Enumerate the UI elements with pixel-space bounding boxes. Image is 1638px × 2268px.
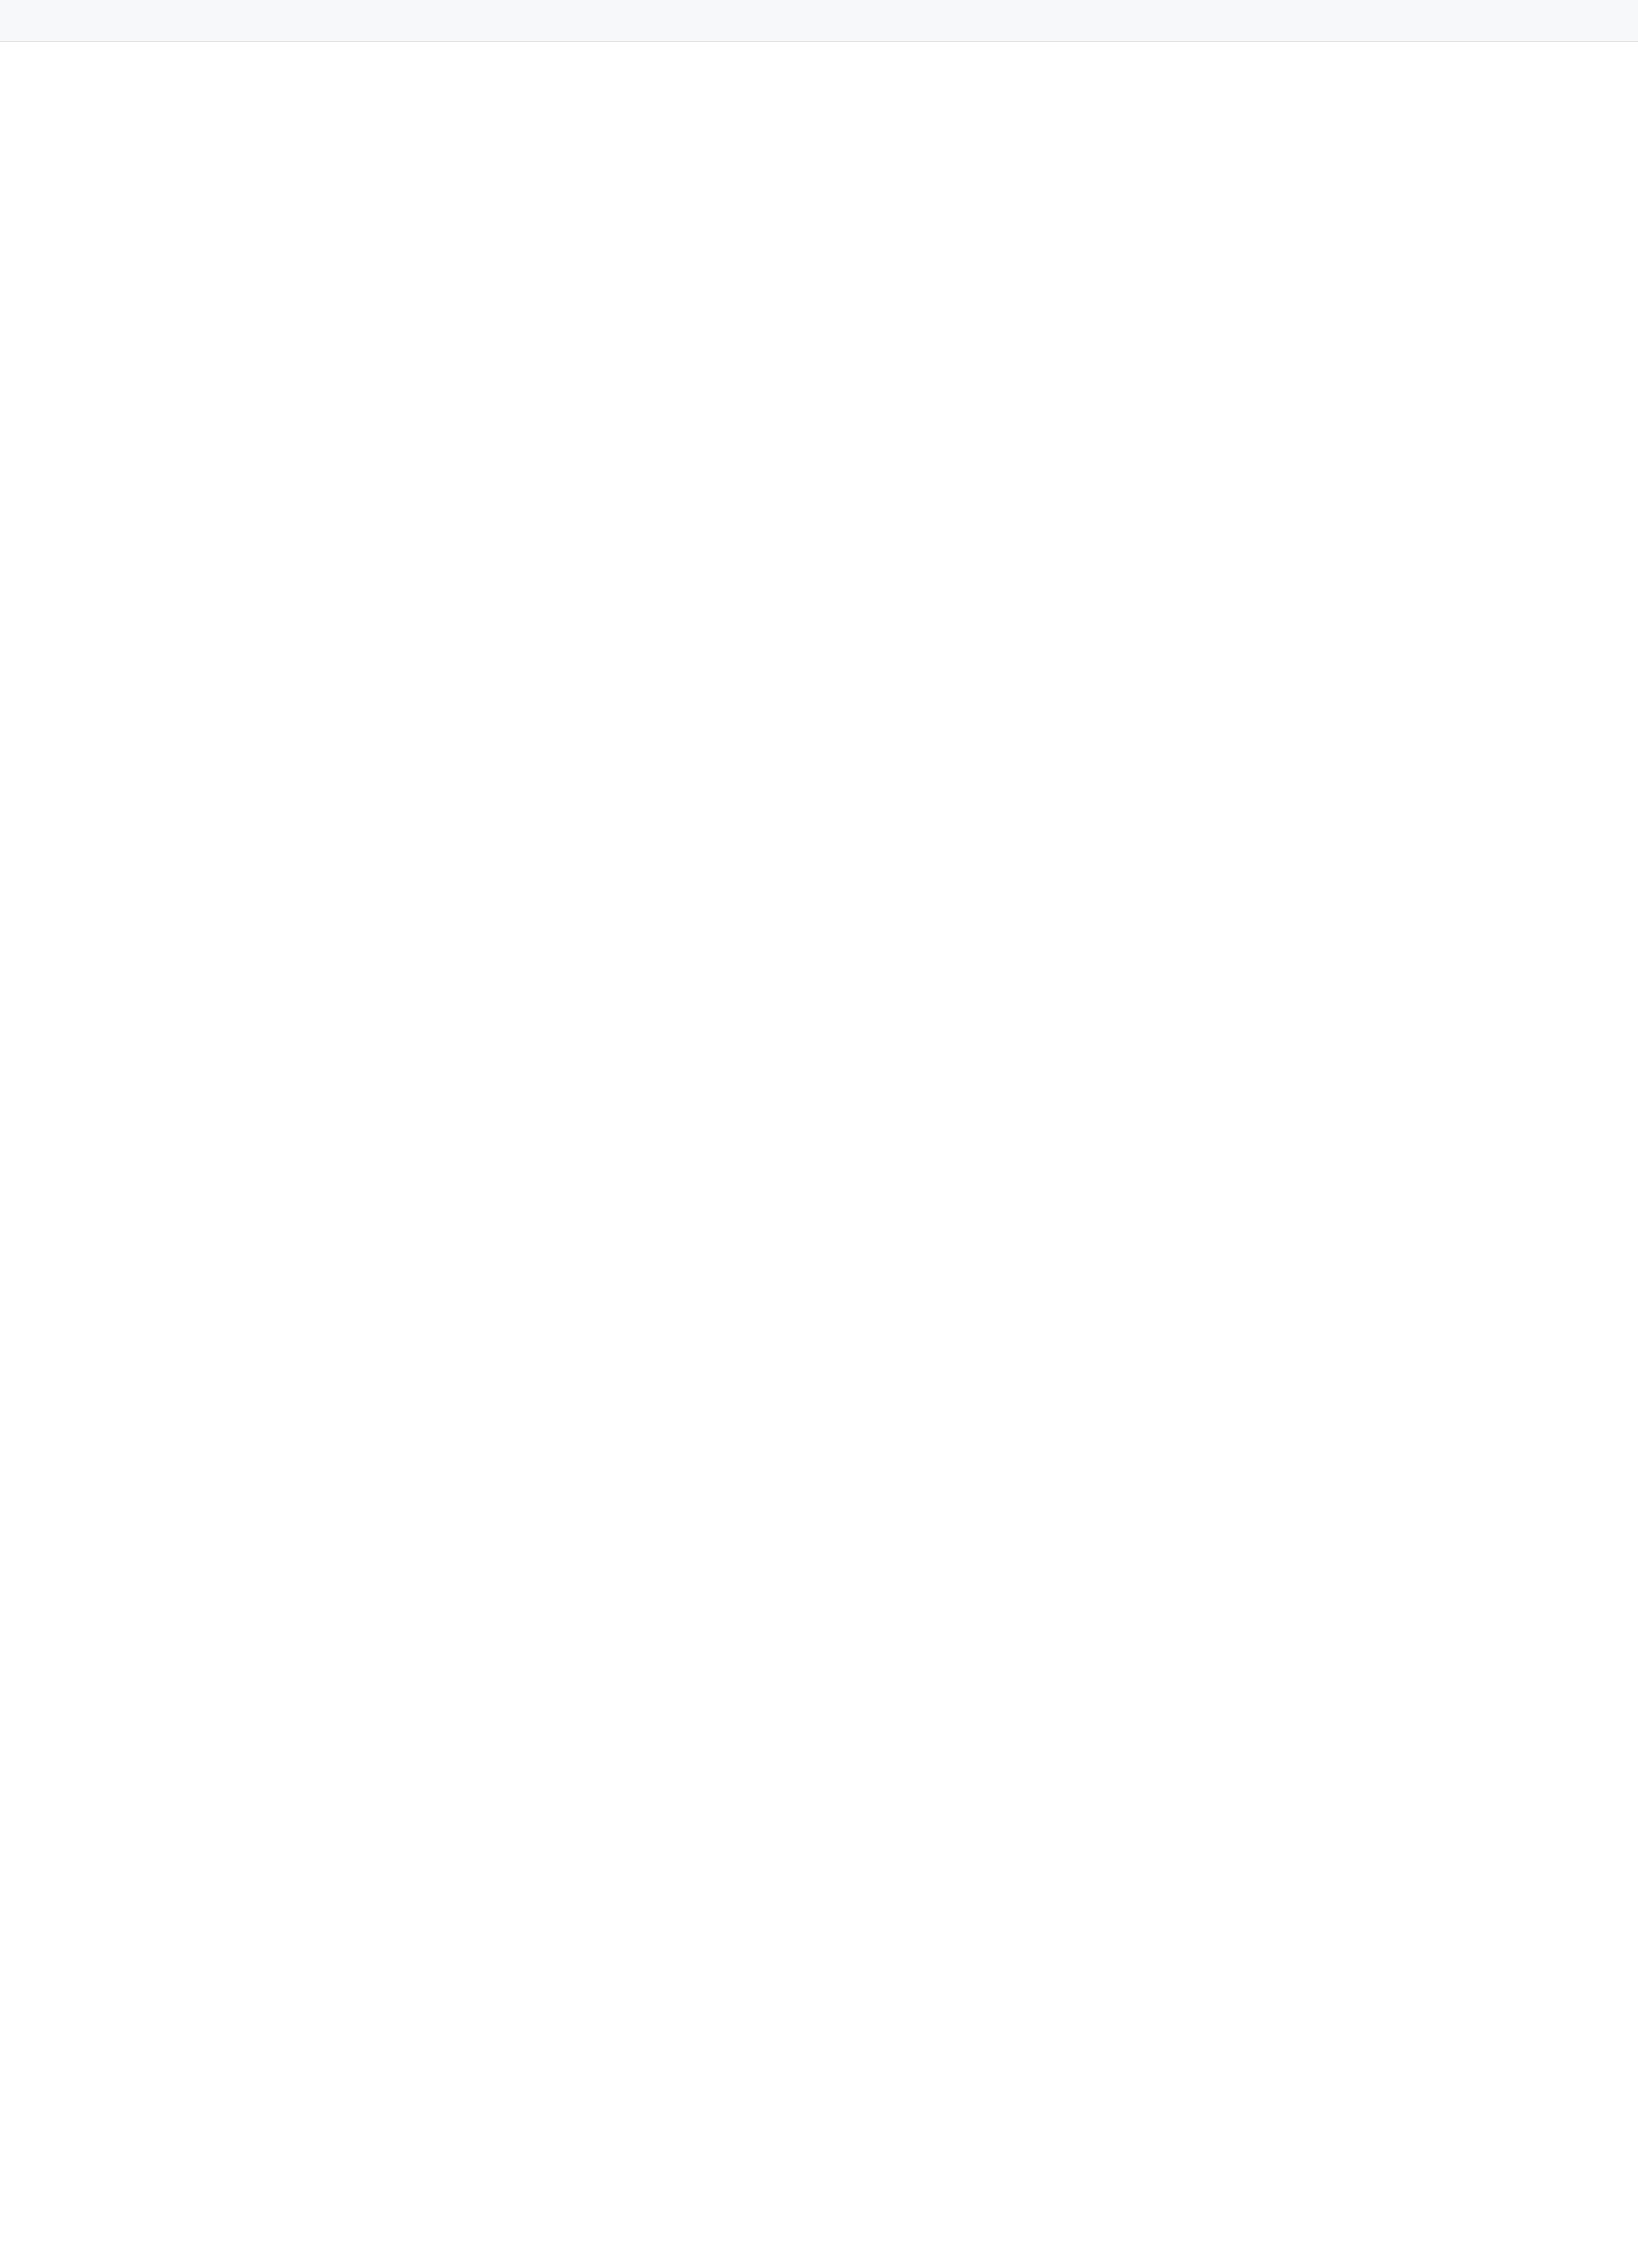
main-content — [0, 42, 1638, 2268]
window-title-bar — [0, 0, 1638, 42]
